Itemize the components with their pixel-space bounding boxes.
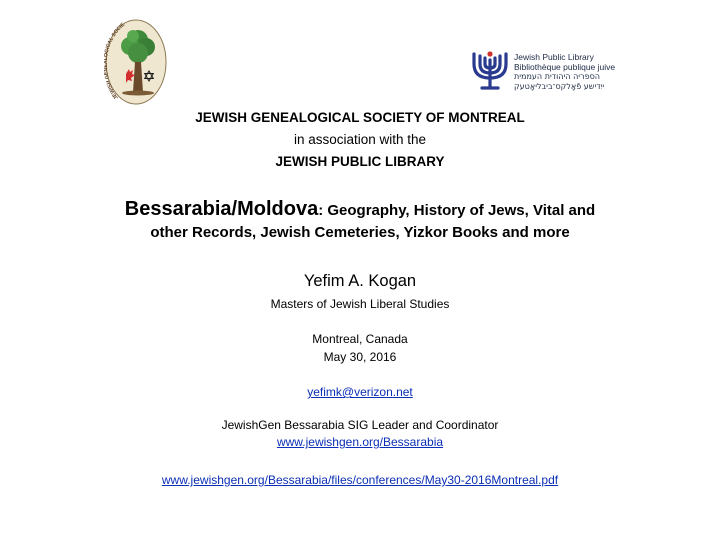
jpl-name-english: Jewish Public Library: [514, 52, 594, 62]
title-main: Bessarabia/Moldova: [124, 198, 319, 220]
sig-url-link[interactable]: www.jewishgen.org/Bessarabia: [276, 435, 444, 449]
partner-title: JEWISH PUBLIC LIBRARY: [275, 154, 445, 169]
org-title: JEWISH GENEALOGICAL SOCIETY OF MONTREAL: [195, 110, 525, 125]
author-name: Yefim A. Kogan: [303, 272, 417, 290]
title-sub-line1: : Geography, History of Jews, Vital and: [318, 202, 596, 219]
jpl-name-yiddish: ייִדישע פֿאָלקס־ביבליאָטעק: [514, 82, 605, 91]
menorah-icon: [468, 48, 512, 94]
jpl-name-french: Bibliothèque publique juive: [514, 62, 616, 72]
author-degree: Masters of Jewish Liberal Studies: [270, 297, 450, 311]
tree-seal-icon: [104, 18, 168, 106]
jgs-seal-lettering: JEWISH GE GICAL SOCIE: [104, 21, 127, 101]
date: May 30, 2016: [323, 350, 397, 364]
association-text: in association with the: [293, 132, 427, 147]
jpl-name-hebrew: הספריה היהודית העממית: [514, 72, 601, 81]
presentation-title: [0, 198, 720, 221]
title-sub-line2: other Records, Jewish Cemeteries, Yizkor Books and more: [150, 224, 570, 241]
location: Montreal, Canada: [312, 332, 408, 346]
presentation-url-link[interactable]: www.jewishgen.org/Bessarabia/files/conferences/May30-2016Montreal.pdf: [161, 473, 559, 487]
jgs-logo: [104, 18, 168, 106]
jpl-text-block: [514, 52, 615, 92]
email-link[interactable]: yefimk@verizon.net: [307, 385, 413, 399]
jpl-logo: [468, 48, 638, 98]
sig-role: JewishGen Bessarabia SIG Leader and Coordinator: [221, 418, 499, 432]
